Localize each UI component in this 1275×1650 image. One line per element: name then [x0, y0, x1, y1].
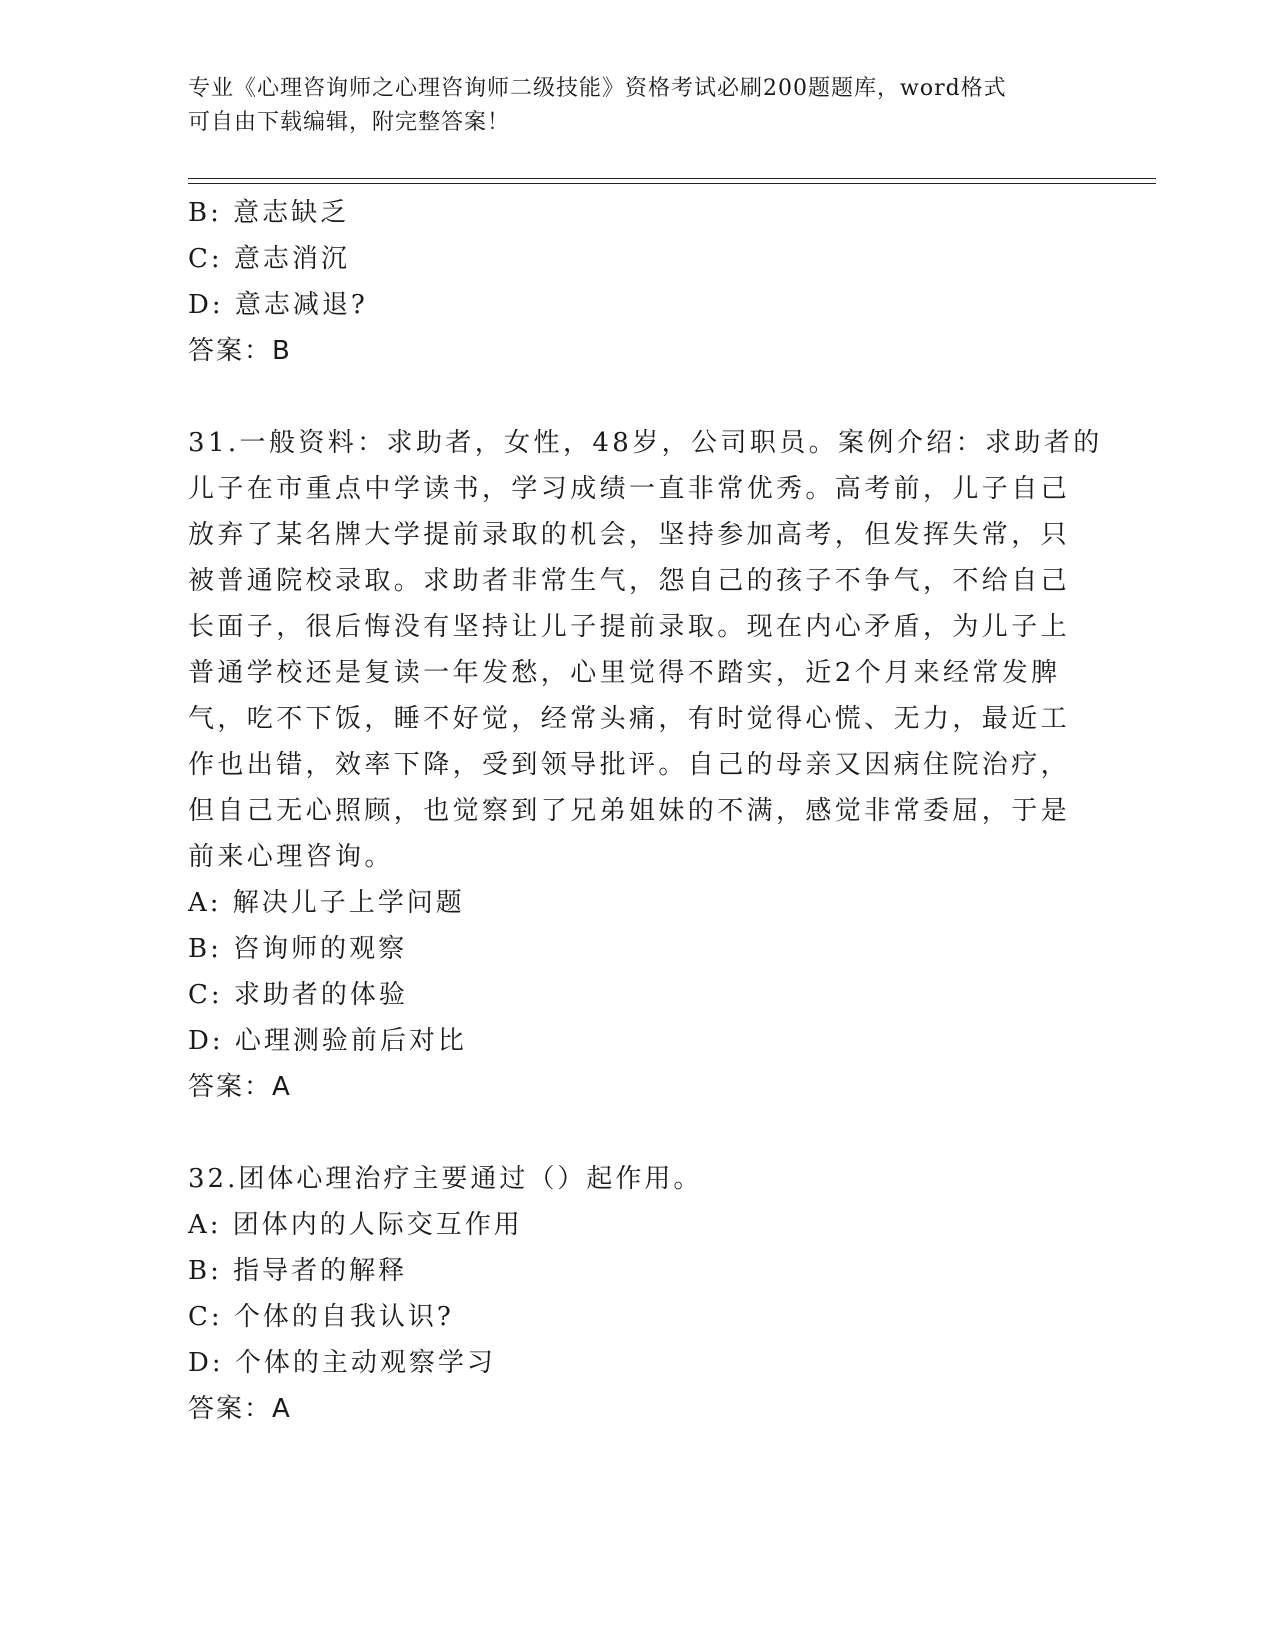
question-stem-line: 长面子，很后悔没有坚持让儿子提前录取。现在内心矛盾，为儿子上 [188, 612, 1071, 642]
option-a: A: 解决儿子上学问题 [188, 888, 465, 918]
option-b: B: 意志缺乏 [188, 198, 350, 228]
option-c: C: 意志消沉 [188, 244, 350, 274]
question-stem-line: 放弃了某名牌大学提前录取的机会，坚持参加高考，但发挥失常，只 [188, 520, 1071, 550]
answer-line: 答案：A [188, 1072, 292, 1102]
question-stem-line: 气，吃不下饭，睡不好觉，经常头痛，有时觉得心慌、无力，最近工 [188, 704, 1071, 734]
question-31 [188, 420, 1103, 1110]
option-b: B: 咨询师的观察 [188, 934, 408, 964]
question-32 [188, 1156, 1088, 1432]
answer-line: 答案：B [188, 336, 292, 366]
option-a: A: 团体内的人际交互作用 [188, 1210, 523, 1240]
question-stem-line: 普通学校还是复读一年发愁，心里觉得不踏实，近2个月来经常发脾 [188, 658, 1061, 688]
document-body [188, 190, 1103, 1432]
header-divider-top [188, 178, 1156, 179]
option-d: D: 心理测验前后对比 [188, 1026, 467, 1056]
option-b: B: 指导者的解释 [188, 1256, 408, 1286]
document-header [188, 72, 1078, 140]
option-c: C: 个体的自我认识? [188, 1302, 454, 1332]
answer-line: 答案：A [188, 1394, 292, 1424]
spacer [188, 1110, 1088, 1156]
question-stem-line: 被普通院校录取。求助者非常生气，怨自己的孩子不争气，不给自己 [188, 566, 1071, 596]
option-c: C: 求助者的体验 [188, 980, 408, 1010]
question-stem-line: 但自己无心照顾，也觉察到了兄弟姐妹的不满，感觉非常委屈，于是 [188, 796, 1071, 826]
option-d: D: 个体的主动观察学习 [188, 1348, 496, 1378]
question-stem-line: 前来心理咨询。 [188, 842, 394, 872]
header-divider-bottom [188, 183, 1156, 184]
header-line-1: 专业《心理咨询师之心理咨询师二级技能》资格考试必刷200题题库，word格式 [188, 76, 1007, 101]
header-line-2: 可自由下载编辑，附完整答案！ [188, 110, 511, 135]
question-30-tail [188, 190, 1088, 374]
spacer [188, 374, 1088, 420]
option-d: D: 意志减退? [188, 290, 368, 320]
question-stem-line: 作也出错，效率下降，受到领导批评。自己的母亲又因病住院治疗， [188, 750, 1071, 780]
question-stem-line: 32.团体心理治疗主要通过（）起作用。 [188, 1164, 703, 1194]
question-stem-line: 31.一般资料：求助者，女性，48岁，公司职员。案例介绍：求助者的 [188, 428, 1103, 458]
question-stem-line: 儿子在市重点中学读书，学习成绩一直非常优秀。高考前，儿子自己 [188, 474, 1071, 504]
